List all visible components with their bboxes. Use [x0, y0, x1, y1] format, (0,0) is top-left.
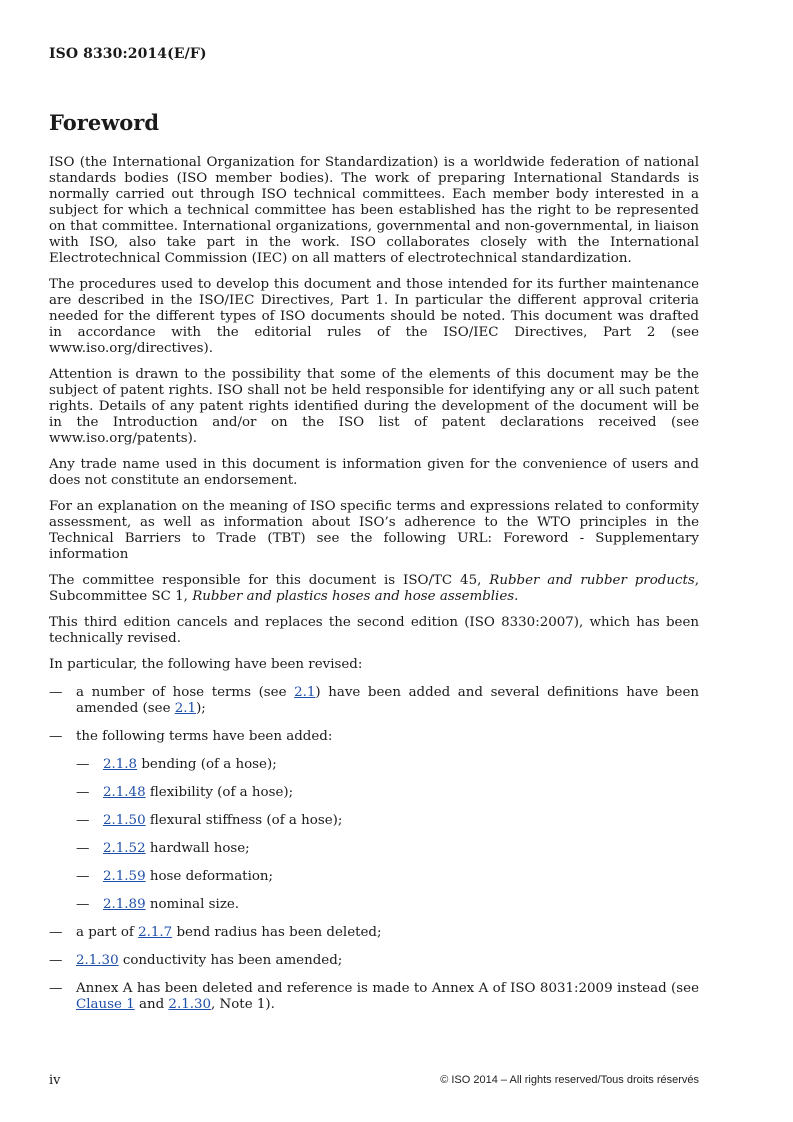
copyright-notice: © ISO 2014 – All rights reserved/Tous droits réservés [440, 1074, 699, 1086]
sub-list-item: — 2.1.50 flexural stiffness (of a hose); [76, 813, 343, 828]
dash-bullet: — [76, 813, 90, 828]
foreword-body [49, 155, 699, 1025]
dash-bullet: — [49, 953, 63, 968]
paragraph-revised-intro: In particular, the following have been revised: [49, 657, 363, 672]
dash-bullet: — [49, 685, 63, 700]
link-2-1-8[interactable]: 2.1.8 [103, 757, 138, 772]
subcommittee-name: Rubber and plastics hoses and hose assemblies [192, 589, 515, 604]
paragraph-edition: This third edition cancels and replaces the second edition (ISO 8330:2007), which has been technically revised. [49, 615, 699, 646]
link-2-1-30[interactable]: 2.1.30 [168, 997, 212, 1012]
sub-list-item: — 2.1.89 nominal size. [76, 897, 240, 912]
link-2-1[interactable]: 2.1 [174, 701, 197, 716]
dash-bullet: — [49, 925, 63, 940]
list-item: — 2.1.30 conductivity has been amended; [49, 953, 343, 968]
paragraph-iso-intro: ISO (the International Organization for Standardization) is a worldwide federation of national standards bodies (ISO member bodies). The work of preparing International Standards is normally carried out through ISO technical committees. Each member body interested in a subject for which a technical committee has been established has the right to be represented on that committee. International organizations, governmental and non-governmental, in liaison with ISO, also take part in the work. ISO collaborates closely with the International Electrotechnical Commission (IEC) on all matters of electrotechnical standardization. [49, 155, 699, 266]
page-title: Foreword [49, 110, 160, 135]
link-2-1-59[interactable]: 2.1.59 [103, 869, 146, 884]
paragraph-procedures: The procedures used to develop this document and those intended for its further maintenance are described in the ISO/IEC Directives, Part 1. In particular the different approval criteria needed for the different types of ISO documents should be noted. This document was drafted in accordance with the editorial rules of the ISO/IEC Directives, Part 2 (see www.iso.org/directives). [49, 277, 699, 356]
link-clause-1[interactable]: Clause 1 [76, 997, 135, 1012]
paragraph-committee: The committee responsible for this document is ISO/TC 45, Rubber and rubber products, Subcommittee SC 1, Rubber and plastics hoses and hose assemblies. [49, 573, 699, 604]
link-2-1-52[interactable]: 2.1.52 [103, 841, 146, 856]
link-2-1-50[interactable]: 2.1.50 [103, 813, 146, 828]
sub-list-item: — 2.1.8 bending (of a hose); [76, 757, 277, 772]
list-item: — Annex A has been deleted and reference is made to Annex A of ISO 8031:2009 instead (see Clause 1 and 2.1.30, Note 1). [49, 981, 699, 1012]
paragraph-trade-name: Any trade name used in this document is information given for the convenience of users and does not constitute an endorsement. [49, 457, 699, 488]
page-number: iv [49, 1073, 61, 1088]
sub-list-item: — 2.1.52 hardwall hose; [76, 841, 250, 856]
link-2-1-89[interactable]: 2.1.89 [103, 897, 146, 912]
dash-bullet: — [76, 897, 90, 912]
document-id-header: ISO 8330:2014(E/F) [49, 46, 207, 62]
paragraph-conformity: For an explanation on the meaning of ISO specific terms and expressions related to conformity assessment, as well as information about ISO’s adherence to the WTO principles in the Technical Barriers to Trade (TBT) see the following URL: Foreword - Supplementary information [49, 499, 699, 562]
link-2-1[interactable]: 2.1 [294, 685, 316, 700]
dash-bullet: — [76, 869, 90, 884]
list-item: — the following terms have been added: [49, 729, 333, 744]
committee-name: Rubber and rubber products [489, 573, 695, 588]
list-item: — a part of 2.1.7 bend radius has been deleted; [49, 925, 382, 940]
paragraph-patents: Attention is drawn to the possibility that some of the elements of this document may be the subject of patent rights. ISO shall not be held responsible for identifying any or all such patent rights. Details of any patent rights identified during the development of the document will be in the Introduction and/or on the ISO list of patent declarations received (see www.iso.org/patents). [49, 367, 699, 446]
sub-list-item: — 2.1.59 hose deformation; [76, 869, 274, 884]
link-2-1-30[interactable]: 2.1.30 [76, 953, 119, 968]
link-2-1-7[interactable]: 2.1.7 [138, 925, 173, 940]
dash-bullet: — [76, 785, 90, 800]
dash-bullet: — [49, 981, 63, 996]
list-item: — a number of hose terms (see 2.1) have been added and several definitions have been amended (see 2.1); [49, 685, 699, 716]
sub-list-item: — 2.1.48 flexibility (of a hose); [76, 785, 294, 800]
dash-bullet: — [76, 757, 90, 772]
dash-bullet: — [49, 729, 63, 744]
link-2-1-48[interactable]: 2.1.48 [103, 785, 146, 800]
dash-bullet: — [76, 841, 90, 856]
